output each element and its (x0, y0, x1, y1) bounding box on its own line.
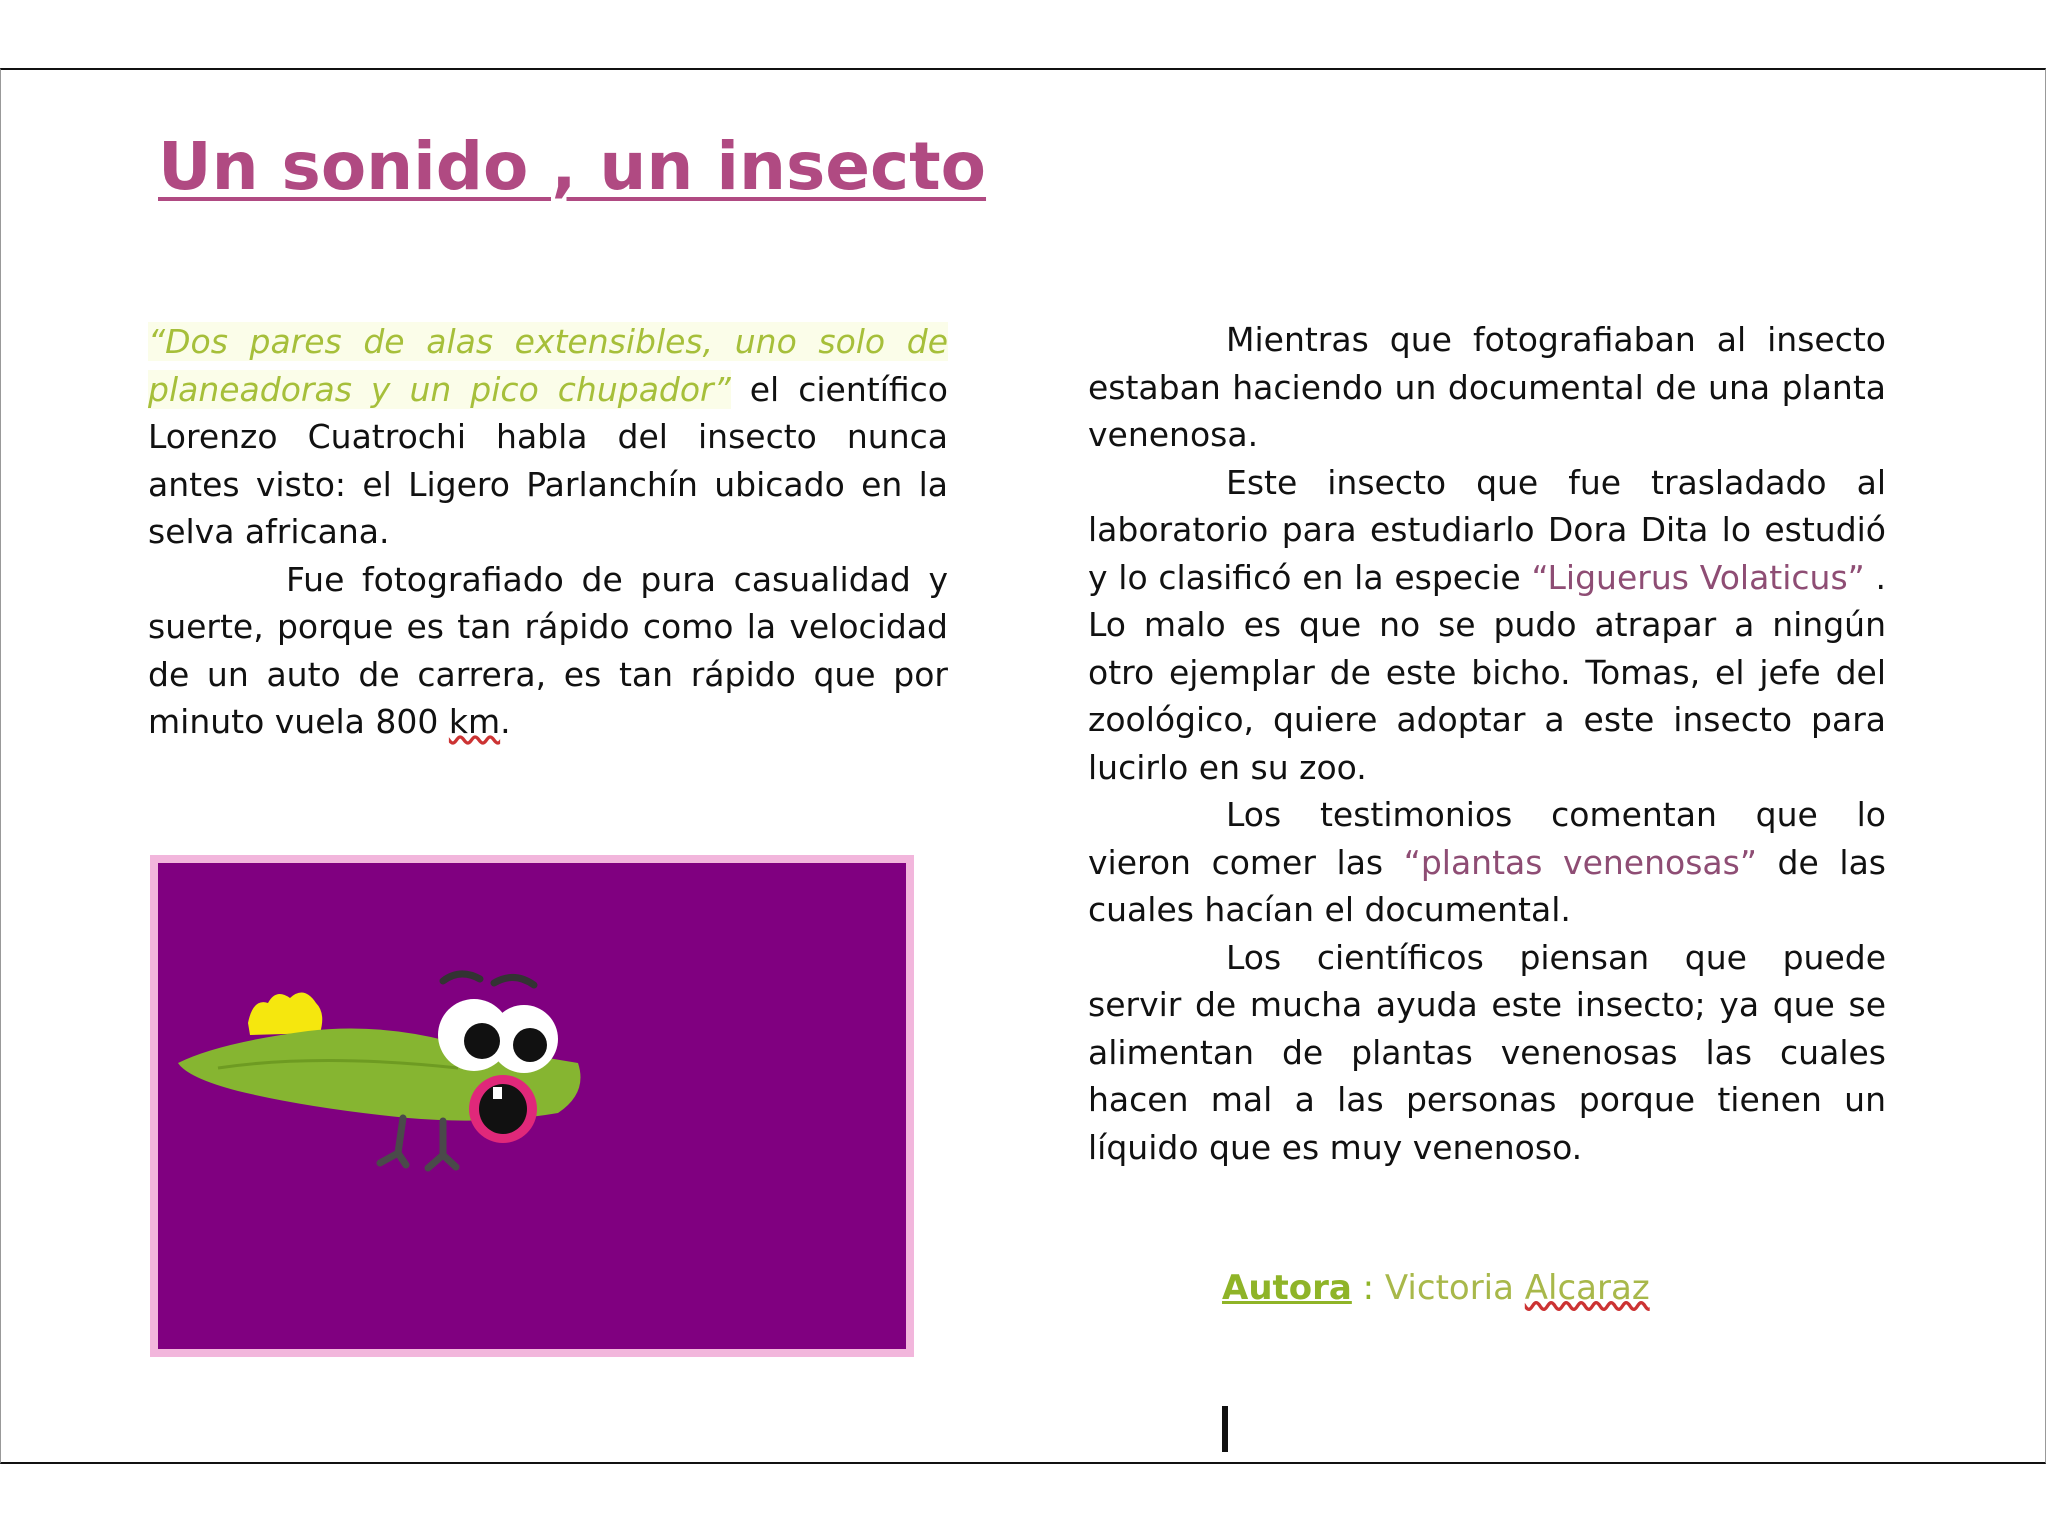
author-first-name: Victoria (1384, 1268, 1525, 1308)
right-paragraph-3-text: Los testimonios comentan que lo vieron comer las (1088, 795, 1886, 882)
left-paragraph-2 (148, 556, 948, 746)
poisonous-plants: “plantas venenosas” (1403, 842, 1757, 882)
insect-illustration (158, 863, 906, 1349)
author-line (1222, 1268, 1650, 1308)
right-paragraph-3-end: de las cuales hacían el documental. (1088, 842, 1886, 929)
left-paragraph-2-text: Fue fotografiado de pura casualidad y suerte, porque es tan rápido como la velocidad de un auto de carrera, es tan rápido que por minuto vuela 800 (148, 559, 948, 741)
author-separator: : (1351, 1268, 1385, 1308)
text-cursor (1222, 1406, 1228, 1452)
right-paragraph-4: Los científicos piensan que puede servir de mucha ayuda este insecto; ya que se alimentan de plantas venenosas las cuales hacen mal a las personas porque tienen un líquido que es muy venenoso. (1088, 937, 1886, 1167)
species-name: “Liguerus Volaticus” (1531, 557, 1865, 597)
insect-body-icon (178, 974, 581, 1168)
insect-picture (150, 855, 914, 1357)
km-unit: km (448, 702, 501, 741)
right-paragraph-2-text: Este insecto que fue trasladado al laboratorio para estudiarlo Dora Dita lo estudió y lo clasificó en la especie (1088, 462, 1886, 597)
right-paragraph-2-end: . Lo malo es que no se pudo atrapar a ningún otro ejemplar de este bicho. Tomas, el jefe del zoológico, quiere adoptar a este insecto para lucirlo en su zoo. (1088, 557, 1887, 787)
left-column (148, 318, 948, 746)
right-paragraph-3 (1088, 791, 1886, 934)
right-paragraph-1: Mientras que fotografiaban al insecto estaban haciendo un documental de una planta venenosa. (1088, 320, 1886, 454)
scientist-quote: “Dos pares de alas extensibles, uno solo de planeadoras y un pico chupador” (148, 322, 948, 409)
author-label: Autora (1222, 1268, 1352, 1308)
right-column (1088, 316, 1886, 1171)
picture-background (158, 863, 906, 1349)
left-paragraph-1 (148, 318, 948, 556)
left-paragraph-1-text: el científico Lorenzo Cuatrochi habla del insecto nunca antes visto: el Ligero Parlanchín ubicado en la selva africana. (148, 369, 948, 551)
page-title: Un sonido , un insecto (158, 128, 987, 205)
left-paragraph-2-end: . (500, 702, 511, 741)
author-surname: Alcaraz (1524, 1268, 1650, 1308)
right-paragraph-2 (1088, 459, 1886, 792)
